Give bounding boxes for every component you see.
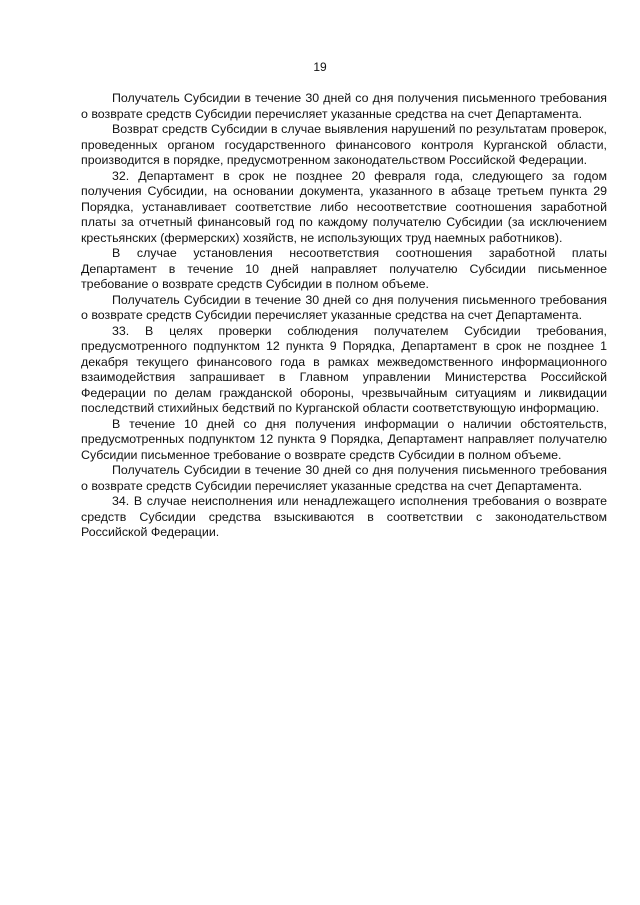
page-number: 19 bbox=[313, 60, 327, 74]
paragraph-5: Получатель Субсидии в течение 30 дней со дня получения письменного требования о возврате средств Субсидии перечисляет указанные средства на счет Департамента. bbox=[81, 292, 607, 322]
paragraph-3: 32. Департамент в срок не позднее 20 февраля года, следующего за годом получения Субсидии, на основании документа, указанного в абзаце третьем пункта 29 Порядка, устанавливает соответствие либо несоответствие соотношения заработной платы за отчетный финансовый год по каждому получателю Субсидии (за исключением крестьянских (фермерских) хозяйств, не использующих труд наемных работников). bbox=[81, 168, 607, 245]
paragraph-2: Возврат средств Субсидии в случае выявления нарушений по результатам проверок, проведенных органом государственного финансового контроля Курганской области, производится в порядке, предусмотренном законодательством Российской Федерации. bbox=[81, 122, 607, 167]
paragraph-8: Получатель Субсидии в течение 30 дней со дня получения письменного требования о возврате средств Субсидии перечисляет указанные средства на счет Департамента. bbox=[81, 463, 607, 493]
document-body bbox=[81, 91, 607, 541]
paragraph-9: 34. В случае неисполнения или ненадлежащего исполнения требования о возврате средств Субсидии средства взыскиваются в соответствии с законодательством Российской Федерации. bbox=[81, 494, 607, 539]
paragraph-7: В течение 10 дней со дня получения информации о наличии обстоятельств, предусмотренных подпунктом 12 пункта 9 Порядка, Департамент направляет получателю Субсидии письменное требование о возврате средств Субсидии в полном объеме. bbox=[81, 416, 607, 462]
paragraph-1: Получатель Субсидии в течение 30 дней со дня получения письменного требования о возврате средств Субсидии перечисляет указанные средства на счет Департамента. bbox=[81, 91, 607, 121]
paragraph-4: В случае установления несоответствия соотношения заработной платы Департамент в течение 10 дней направляет получателю Субсидии письменное требование о возврате средств Субсидии в полном объеме. bbox=[81, 246, 607, 291]
paragraph-6: 33. В целях проверки соблюдения получателем Субсидии требования, предусмотренного подпунктом 12 пункта 9 Порядка, Департамент в срок не позднее 1 декабря текущего финансового года в рамках межведомственного информационного взаимодействия запрашивает в Главном управлении Министерства Российской Федерации по делам гражданской обороны, чрезвычайным ситуациям и ликвидации последствий стихийных бедствий по Курганской области соответствующую информацию. bbox=[81, 323, 607, 415]
